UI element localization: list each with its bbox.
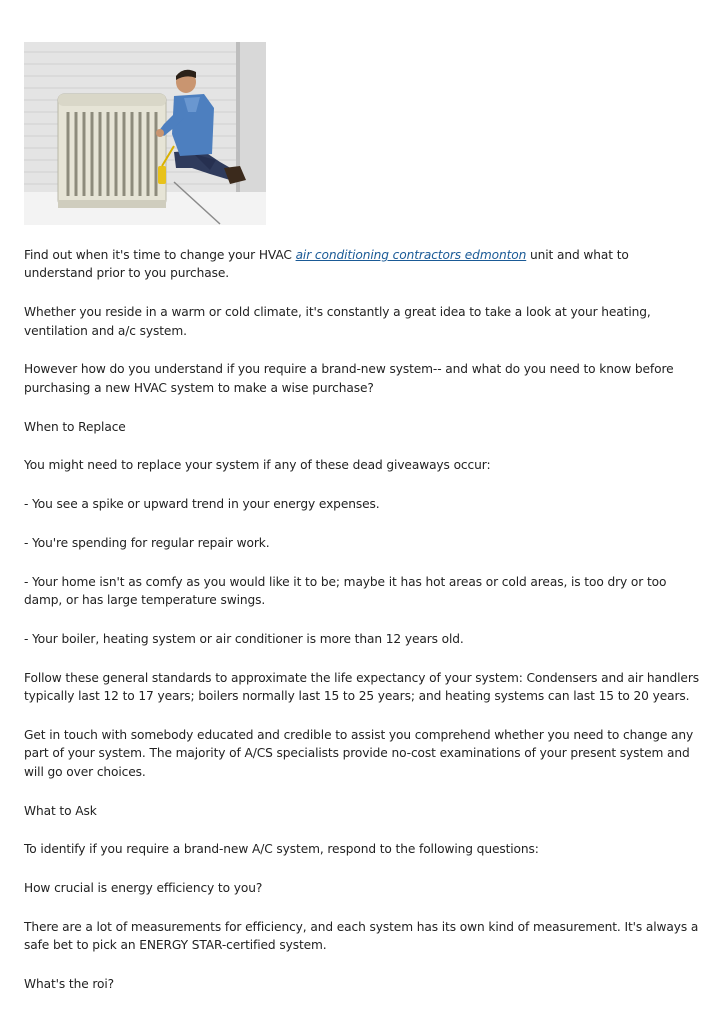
intro-text-after: unit and what to understand prior to you purchase. — [24, 248, 633, 281]
hvac-technician-photo — [24, 42, 266, 225]
air-conditioning-link[interactable]: air conditioning contractors edmonton — [295, 248, 527, 262]
paragraph-how-to-know: However how do you understand if you require a brand-new system-- and what do you need to know before purchasing a new HVAC system to make a wise purchase? — [24, 362, 678, 395]
paragraph-get-in-touch: Get in touch with somebody educated and credible to assist you comprehend whether you need to change any part of your system. The majority of A/CS specialists provide no-cost examinations of your present system and will go over choices. — [24, 728, 697, 779]
paragraph-life-expectancy: Follow these general standards to approximate the life expectancy of your system: Condensers and air handlers typically last 12 to 17 years; boilers normally last 15 to 25 years; and heating systems can last 15 to 20 years. — [24, 670, 703, 704]
paragraph-measurements: There are a lot of measurements for efficiency, and each system has its own kind of measurement. It's always a safe bet to pick an ENERGY STAR-certified system. — [24, 920, 703, 953]
intro-paragraph — [24, 246, 700, 283]
intro-text-before: Find out when it's time to change your HVAC — [24, 248, 296, 262]
list-item-repairs: - You're spending for regular repair work. — [24, 536, 270, 550]
heading-what-to-ask: What to Ask — [24, 803, 97, 818]
list-item-age: - Your boiler, heating system or air conditioner is more than 12 years old. — [24, 632, 464, 646]
paragraph-climate: Whether you reside in a warm or cold climate, it's constantly a great idea to take a look at your heating, ventilation and a/c system. — [24, 305, 655, 338]
question-roi: What's the roi? — [24, 977, 115, 992]
article-body — [24, 246, 703, 1014]
paragraph-giveaways: You might need to replace your system if any of these dead giveaways occur: — [24, 458, 491, 473]
paragraph-identify: To identify if you require a brand-new A/C system, respond to the following questions: — [24, 842, 539, 857]
question-efficiency: How crucial is energy efficiency to you? — [24, 881, 263, 896]
list-item-comfort: - Your home isn't as comfy as you would like it to be; maybe it has hot areas or cold areas, is too dry or too damp, or has large temperature swings. — [24, 574, 671, 608]
heading-when-to-replace: When to Replace — [24, 419, 126, 434]
list-item-energy-spike: - You see a spike or upward trend in your energy expenses. — [24, 497, 380, 512]
